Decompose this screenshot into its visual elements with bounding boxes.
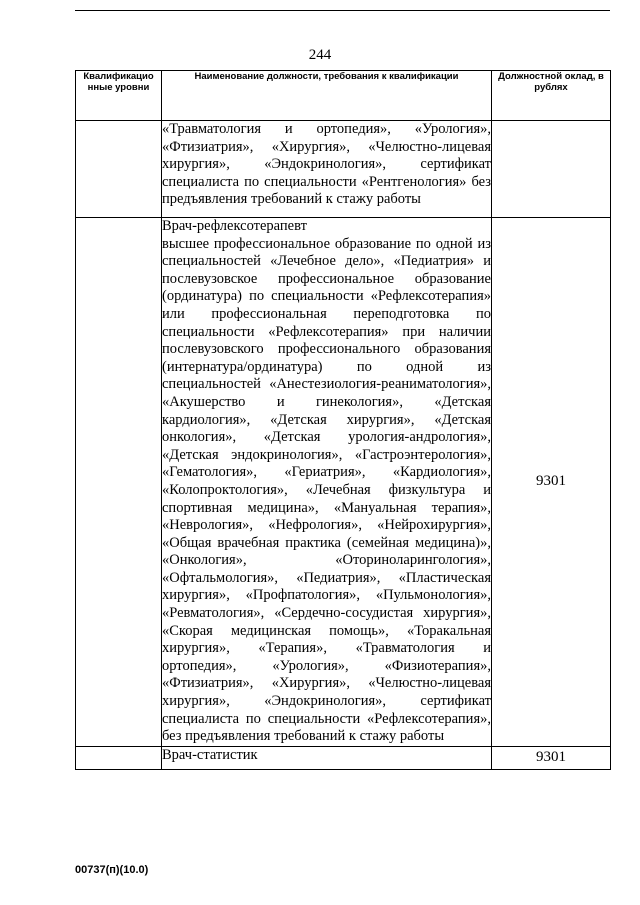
table-row xyxy=(76,218,611,747)
qualification-table xyxy=(75,70,611,770)
requirements-text: «Травматология и ортопедия», «Урология», «Фтизиатрия», «Хирургия», «Челюстно-лицевая хирургия», «Эндокринология», сертификат специалиста по специальности «Рентгенология» без предъявления требований к стажу работы xyxy=(162,121,491,208)
header-position: Наименование должности, требования к квалификации xyxy=(162,71,492,121)
position-title: Врач-статистик xyxy=(162,746,258,763)
position-cell xyxy=(162,121,492,218)
table-row xyxy=(76,121,611,218)
header-salary: Должностной оклад, в рублях xyxy=(492,71,611,121)
salary-cell: 9301 xyxy=(492,218,611,747)
document-code: 00737(п)(10.0) xyxy=(75,864,149,876)
table-header-row xyxy=(76,71,611,121)
header-level: Квалификацио нные уровни xyxy=(76,71,162,121)
page-number: 244 xyxy=(308,47,332,63)
requirements-text: высшее профессиональное образование по одной из специальностей «Лечебное дело», «Педиатрия» и послевузовское профессиональное образование (ординатура) по специальности «Рефлексотерапия» или профессиональная переподготовка по специальности «Рефлексотерапия» при наличии послевузовского профессионального образования (интернатура/ординатура) по одной из специальностей «Анестезиология-реаниматология», «Акушерство и гинекология», «Детская кардиология», «Детская хирургия», «Детская онкология», «Детская урология-андрология», «Детская эндокринология», «Гастроэнтерология», «Гематология», «Гериатрия», «Кардиология», «Колопроктология», «Лечебная физкультура и спортивная медицина», «Мануальная терапия», «Неврология», «Нефрология», «Нейрохирургия», «Общая врачебная практика (семейная медицина)», «Онкология», «Оториноларингология», «Офтальмология», «Педиатрия», «Пластическая хирургия», «Профпатология», «Пульмонология», «Ревматология», «Сердечно-сосудистая хирургия», «Скорая медицинская помощь», «Торакальная хирургия», «Терапия», «Травматология и ортопедия», «Урология», «Физиотерапия», «Фтизиатрия», «Хирургия», «Челюстно-лицевая хирургия», «Эндокринология», сертификат специалиста по специальности «Рефлексотерапия», без предъявления требований к стажу работы xyxy=(162,235,491,745)
salary-cell: 9301 xyxy=(492,746,611,769)
level-cell xyxy=(76,121,162,218)
salary-cell xyxy=(492,121,611,218)
level-cell xyxy=(76,218,162,747)
position-cell xyxy=(162,218,492,747)
position-title: Врач-рефлексотерапевт xyxy=(162,218,307,234)
table-row xyxy=(76,746,611,769)
level-cell xyxy=(76,746,162,769)
position-cell xyxy=(162,746,492,769)
top-rule xyxy=(75,10,610,11)
